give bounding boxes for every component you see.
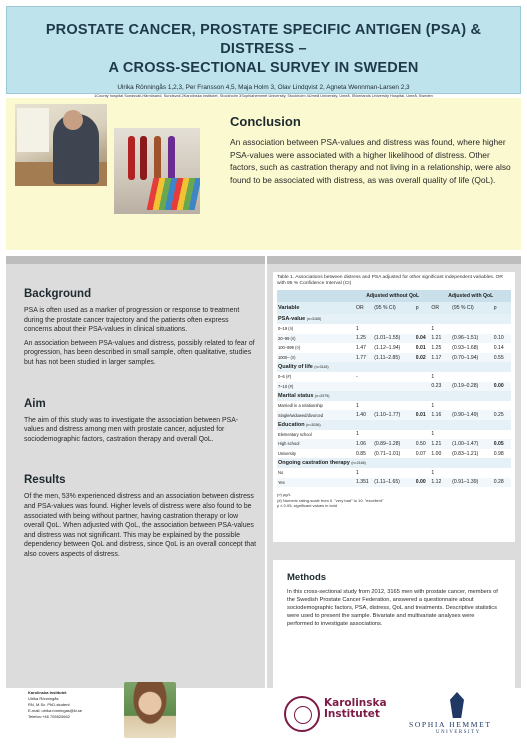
- table-row: University 0.85 (0.71–1.01) 0.07 1.00 (0.83–1.21) 0.98: [277, 449, 511, 459]
- results-table-card: [273, 272, 515, 542]
- table-row: High school 1.06 (0.89–1.28) 0.50 1.21 (1.00–1.47) 0.05: [277, 439, 511, 449]
- table-section-heading: Ongoing castration therapy (n=2166): [277, 458, 511, 468]
- methods-text: In this cross-sectional study from 2012, 3165 men with prostate cancer, members of the Swedish Prostate Cancer Federation, answered a questionnaire about sociodemographic factors, PSA, distress, QoL and treatments. Descriptive statistics were used to present the sample. Bivariate and multivariate analyses were performed to investigate associations.: [287, 589, 498, 627]
- affiliations: 1County hospital Sundsvall-Härnösand, Sundsvall 2Karolinska Institutet, Stockholm 3Sophiahemmet University, Stockholm 4Umeå University, Umeå, 5Norrlands University Hospital, Umeå, Sweden: [94, 93, 433, 98]
- column-header-p: p: [415, 302, 431, 314]
- title-line-2: A CROSS-SECTIONAL SURVEY IN SWEDEN: [108, 60, 419, 76]
- sophiahemmet-crest-icon: [450, 692, 464, 718]
- background-paragraph-1: PSA is often used as a marker of progression or response to treatment during the prostate cancer trajectory and the patients often express concerns about their PSA-values in clinical situations.: [24, 307, 240, 334]
- background-title: Background: [24, 288, 92, 300]
- table-row: 0–6 (#) - 1: [277, 372, 511, 382]
- sophiahemmet-logo-text: SOPHIA HEMMET: [409, 720, 492, 729]
- poster-title: [7, 21, 520, 78]
- table-section-heading: Quality of life (n=3118): [277, 362, 511, 372]
- table-row: 1000– (¤) 1.77 (1.11–2.85) 0.02 1.17 (0.70–1.94) 0.55: [277, 353, 511, 363]
- patient-photo: [15, 104, 107, 186]
- table-row: Yes 1.351 (1.11–1.65) 0.00 1.12 (0.91–1.39) 0.28: [277, 478, 511, 488]
- conclusion-band: [6, 98, 521, 250]
- methods-title: Methods: [287, 572, 327, 583]
- right-panel: [267, 256, 521, 688]
- blood-tubes-photo: [114, 128, 200, 214]
- table-row: Married/ in a relationship 1 1: [277, 401, 511, 411]
- table-section-heading: Marital status (n=2979): [277, 391, 511, 401]
- column-header-ci: (95 % CI): [451, 302, 493, 314]
- column-header-ci: (95 % CI): [373, 302, 415, 314]
- column-header-or: OR: [355, 302, 373, 314]
- results-table: [277, 290, 511, 487]
- table-row: Single/widowed/divorced 1.40 (1.10–1.77) 0.01 1.16 (0.90–1.49) 0.25: [277, 410, 511, 420]
- title-line-1: PROSTATE CANCER, PROSTATE SPECIFIC ANTIGEN (PSA) & DISTRESS –: [45, 22, 482, 57]
- results-text: Of the men, 53% experienced distress and an association between distress and PSA-values was found. Higher levels of distress were also found to be associated with being without partner, having castration therapy or low overall QoL. When adjusted with QoL, the association between PSA-values and distress was not significant. This may be explained by the possible dependency between QoL and distress, since QoL is an overall concept that also covers aspects of distress.: [24, 493, 256, 558]
- karolinska-logo-text: Karolinska Institutet: [324, 697, 387, 720]
- table-row: Elementary school 1 1: [277, 430, 511, 440]
- table-row: 20–99 (¤) 1.25 (1.01–1.55) 0.04 1.21 (0.96–1.51) 0.10: [277, 334, 511, 344]
- methods-card: [273, 560, 515, 690]
- table-notes: [277, 492, 511, 508]
- table-note: p ≤ 0.05; significant values in bold: [277, 502, 338, 508]
- table-row: 100–999 (¤) 1.47 (1.12–1.94) 0.01 1.25 (0.93–1.68) 0.14: [277, 343, 511, 353]
- table-section-heading: Education (n=3036): [277, 420, 511, 430]
- conclusion-text: An association between PSA-values and distress was found, where higher PSA-values were associated with a higher likelihood of distress. Other factors, such as castration therapy and not living in a relationship, were also found to be associated with distress, as was overall quality of life (QoL).: [230, 137, 511, 185]
- table-note: (#) Numeric rating-scale from 0. "very bad" to 10. "excellent": [277, 497, 384, 503]
- aim-title: Aim: [24, 397, 46, 410]
- table-caption: Table 1. Associations between distress and PSA adjusted for other significant independent variables. OR with 95 % Confidence Interval (CI): [277, 275, 503, 287]
- poster-header: [6, 6, 521, 98]
- table-row: 0–19 (¤) 1 1: [277, 324, 511, 334]
- table-note: (¤) µg/L: [277, 492, 291, 498]
- aim-text: The aim of this study was to investigate the association between PSA-values and distress among men with prostate cancer, adjusted for sociodemographic factors, castration therapy and overall QoL.: [24, 416, 239, 443]
- column-header-variable: Variable: [277, 302, 355, 314]
- column-header-p: p: [493, 302, 511, 314]
- author-portrait: [124, 682, 176, 738]
- left-panel: [6, 256, 265, 688]
- table-row: No 1 1: [277, 468, 511, 478]
- table-section-heading: PSA-value (n=3165): [277, 314, 511, 324]
- background-paragraph-2: An association between PSA-values and distress, possibly related to fear of progression, has been described in small sample, often qualitative, studies but has not been studied in larger samples.: [24, 339, 255, 366]
- sophiahemmet-university-text: UNIVERSITY: [436, 730, 481, 735]
- poster-footer: [6, 690, 521, 748]
- karolinska-seal-icon: [284, 696, 320, 732]
- column-header-or: OR: [430, 302, 451, 314]
- group-header-with-qol: Adjusted with QoL: [430, 290, 511, 302]
- table-row: 7–10 (#) 0.23 (0.19–0.28) 0.00: [277, 382, 511, 392]
- results-title: Results: [24, 474, 66, 487]
- author-list: Ulrika Rönningås 1,2,3, Per Fransson 4,5, Maja Holm 3, Olav Lindqvist 2, Agneta Wennman-Larsen 2,3: [117, 84, 410, 91]
- conclusion-title: Conclusion: [230, 114, 301, 129]
- contact-info: Karolinska Institutet Ulrika Rönningås RN, M.Sc. PhD-student E-mail: ulrika.ronningas@ki.se Telefon:+46 705520662: [28, 690, 83, 719]
- group-header-without-qol: Adjusted without QoL: [355, 290, 430, 302]
